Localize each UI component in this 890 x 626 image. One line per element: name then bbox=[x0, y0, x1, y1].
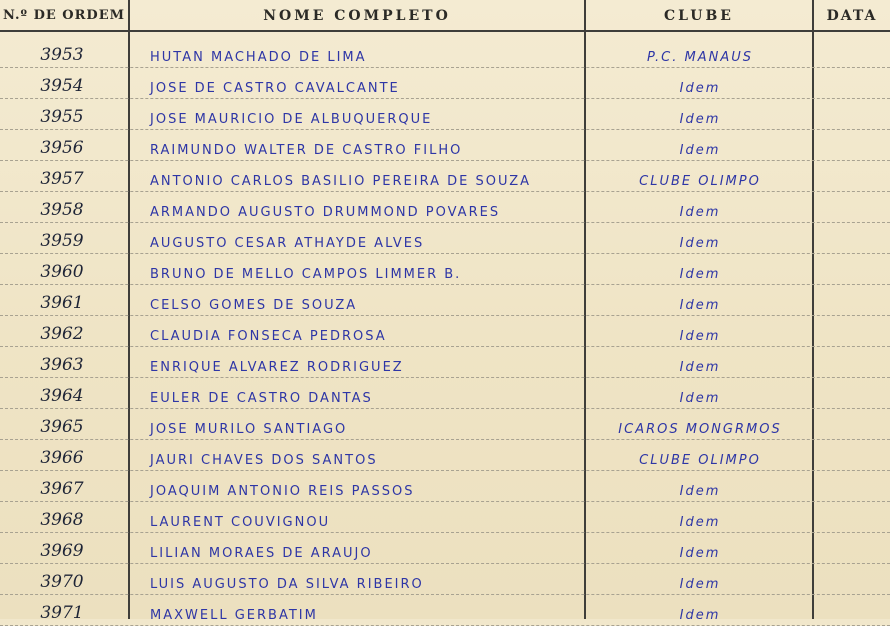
entry-club: Idem bbox=[679, 391, 721, 406]
entry-number: 3956 bbox=[40, 138, 84, 158]
entry-number: 3959 bbox=[40, 231, 84, 251]
header-divider bbox=[0, 30, 890, 32]
entry-number: 3962 bbox=[40, 324, 84, 344]
header-club: CLUBE bbox=[664, 8, 734, 24]
ledger-row bbox=[0, 378, 890, 409]
ledger-row bbox=[0, 130, 890, 161]
ledger-row bbox=[0, 99, 890, 130]
entry-club: Idem bbox=[679, 329, 721, 344]
entry-full-name: BRUNO DE MELLO CAMPOS LIMMER B. bbox=[150, 267, 462, 282]
header-number: N.º DE ORDEM bbox=[2, 8, 125, 23]
entry-club: Idem bbox=[679, 360, 721, 375]
entry-number: 3963 bbox=[40, 355, 84, 375]
ledger-row bbox=[0, 595, 890, 626]
entry-club: Idem bbox=[679, 484, 721, 499]
entry-full-name: ARMANDO AUGUSTO DRUMMOND POVARES bbox=[150, 205, 501, 220]
entry-full-name: LUIS AUGUSTO DA SILVA RIBEIRO bbox=[150, 577, 424, 592]
entry-club: Idem bbox=[679, 577, 721, 592]
entry-club: CLUBE OLIMPO bbox=[639, 453, 761, 468]
entry-club: Idem bbox=[679, 546, 721, 561]
entry-full-name: CELSO GOMES DE SOUZA bbox=[150, 298, 358, 313]
entry-full-name: LAURENT COUVIGNOU bbox=[150, 515, 331, 530]
entry-number: 3966 bbox=[40, 448, 84, 468]
entry-full-name: JOSE MAURICIO DE ALBUQUERQUE bbox=[150, 112, 433, 127]
entry-number: 3968 bbox=[40, 510, 84, 530]
entry-full-name: JOSE DE CASTRO CAVALCANTE bbox=[150, 81, 400, 96]
entry-full-name: AUGUSTO CESAR ATHAYDE ALVES bbox=[150, 236, 425, 251]
entry-number: 3955 bbox=[40, 107, 84, 127]
entry-full-name: LILIAN MORAES DE ARAUJO bbox=[150, 546, 373, 561]
ledger-row bbox=[0, 440, 890, 471]
ledger-row bbox=[0, 161, 890, 192]
ledger-row bbox=[0, 564, 890, 595]
ledger-row bbox=[0, 533, 890, 564]
entry-full-name: MAXWELL GERBATIM bbox=[150, 608, 318, 623]
ledger-row bbox=[0, 471, 890, 502]
entry-number: 3961 bbox=[40, 293, 84, 313]
entry-club: Idem bbox=[679, 608, 721, 623]
ledger-row bbox=[0, 223, 890, 254]
entry-club: Idem bbox=[679, 267, 721, 282]
entry-number: 3960 bbox=[40, 262, 84, 282]
entry-number: 3957 bbox=[40, 169, 84, 189]
ledger-row bbox=[0, 347, 890, 378]
entry-club: Idem bbox=[679, 81, 721, 96]
entry-number: 3964 bbox=[40, 386, 84, 406]
entry-number: 3965 bbox=[40, 417, 84, 437]
entry-full-name: JOAQUIM ANTONIO REIS PASSOS bbox=[150, 484, 415, 499]
entry-number: 3958 bbox=[40, 200, 84, 220]
ledger-row bbox=[0, 37, 890, 68]
ledger-row bbox=[0, 254, 890, 285]
entry-full-name: CLAUDIA FONSECA PEDROSA bbox=[150, 329, 387, 344]
entry-club: Idem bbox=[679, 236, 721, 251]
entry-full-name: HUTAN MACHADO DE LIMA bbox=[150, 50, 367, 65]
ledger-row bbox=[0, 68, 890, 99]
entry-club: P.C. MANAUS bbox=[646, 50, 754, 65]
entry-club: Idem bbox=[679, 298, 721, 313]
ledger-row bbox=[0, 285, 890, 316]
entry-club: CLUBE OLIMPO bbox=[639, 174, 761, 189]
header-date: DATA bbox=[826, 8, 878, 24]
entry-full-name: ANTONIO CARLOS BASILIO PEREIRA DE SOUZA bbox=[150, 174, 532, 189]
entry-number: 3971 bbox=[40, 603, 84, 623]
entry-club: Idem bbox=[679, 143, 721, 158]
ledger-row bbox=[0, 192, 890, 223]
entry-club: Idem bbox=[679, 515, 721, 530]
entry-full-name: ENRIQUE ALVAREZ RODRIGUEZ bbox=[150, 360, 404, 375]
entry-number: 3969 bbox=[40, 541, 84, 561]
entry-full-name: EULER DE CASTRO DANTAS bbox=[150, 391, 373, 406]
header-name: NOME COMPLETO bbox=[263, 8, 451, 24]
entry-club: Idem bbox=[679, 112, 721, 127]
ledger-row bbox=[0, 316, 890, 347]
entry-club: Idem bbox=[679, 205, 721, 220]
entry-full-name: RAIMUNDO WALTER DE CASTRO FILHO bbox=[150, 143, 463, 158]
entry-number: 3967 bbox=[40, 479, 84, 499]
entry-number: 3970 bbox=[40, 572, 84, 592]
entry-full-name: JOSE MURILO SANTIAGO bbox=[150, 422, 348, 437]
entry-number: 3954 bbox=[40, 76, 84, 96]
entry-club: ICAROS MONGRMOS bbox=[618, 422, 782, 437]
entry-full-name: JAURI CHAVES DOS SANTOS bbox=[150, 453, 378, 468]
ledger-row bbox=[0, 502, 890, 533]
entry-number: 3953 bbox=[40, 45, 84, 65]
ledger-row bbox=[0, 409, 890, 440]
